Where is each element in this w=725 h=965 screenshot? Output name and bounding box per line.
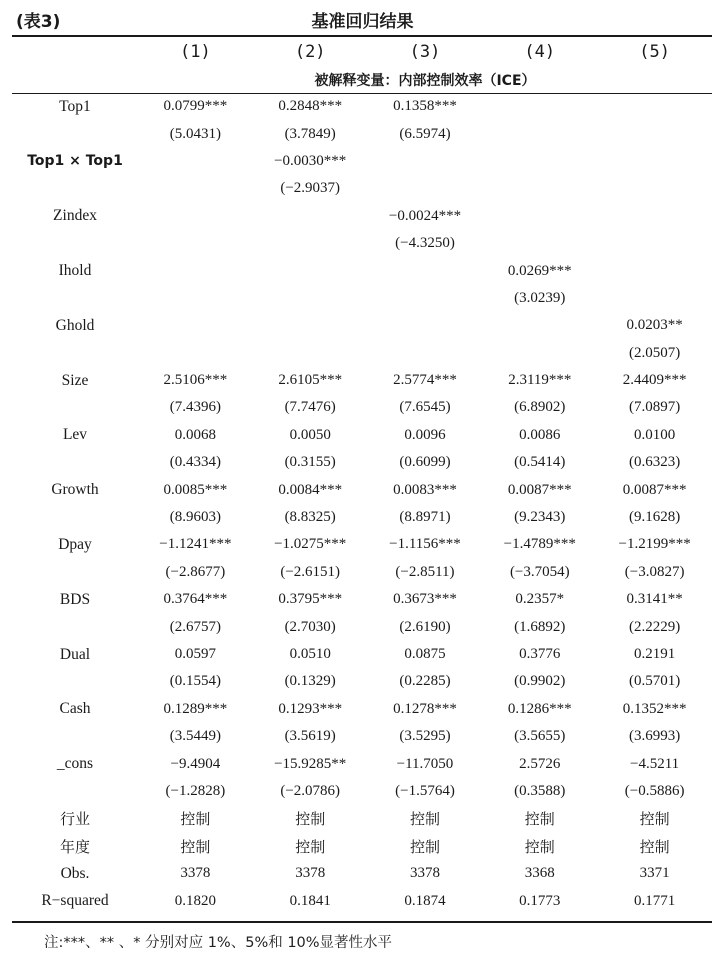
t-stat-cell: (−3.0827)	[624, 563, 685, 580]
coefficient-row	[12, 750, 712, 777]
t-stat-row	[12, 230, 712, 257]
coefficient-cell	[597, 148, 712, 175]
row-label: 年度	[59, 837, 90, 856]
coefficient-cell: 0.1289***	[163, 700, 228, 717]
coefficient-cell: 0.2191	[633, 646, 676, 662]
row-label: Size	[61, 371, 89, 389]
t-stat-cell: (−2.9037)	[280, 180, 341, 197]
row-label: Obs.	[60, 864, 90, 882]
t-stat-cell: (3.5619)	[284, 728, 336, 745]
row-label: Growth	[51, 481, 99, 499]
t-stat-cell: (0.5414)	[514, 454, 566, 471]
t-stat-cell: (2.6757)	[169, 618, 222, 635]
coefficient-row	[12, 422, 712, 449]
row-label-empty	[12, 230, 138, 257]
coefficient-cell: −0.0024***	[388, 207, 462, 224]
bottom-rule	[12, 921, 712, 923]
stat-cell: 0.1820	[174, 892, 217, 909]
t-stat-cell: (8.9603)	[169, 509, 222, 526]
control-cell: 控制	[639, 837, 670, 856]
t-stat-cell: (8.8325)	[284, 509, 336, 526]
coefficient-cell: 0.0203**	[626, 317, 683, 334]
column-header: (5)	[639, 42, 670, 62]
row-label: R−squared	[41, 892, 109, 910]
t-stat-row	[12, 778, 712, 805]
coefficient-cell: 0.1286***	[507, 700, 572, 717]
coefficient-cell: 2.5726	[519, 755, 561, 772]
coefficient-cell: 2.3119***	[508, 372, 572, 389]
t-stat-cell: (3.6993)	[628, 728, 681, 745]
coefficient-cell	[138, 312, 253, 339]
t-stat-cell	[368, 285, 483, 312]
coefficient-cell: 0.3776	[519, 646, 561, 662]
row-label-empty	[12, 394, 138, 421]
coefficient-cell	[597, 93, 712, 120]
coefficient-cell: 0.1352***	[622, 700, 687, 717]
coefficient-cell: −11.7050	[396, 755, 454, 772]
table-title: 基准回归结果	[311, 12, 414, 32]
t-stat-cell: (−4.3250)	[395, 235, 455, 252]
coefficient-cell	[482, 203, 597, 230]
t-stat-cell: (2.6190)	[399, 618, 451, 635]
t-stat-cell: (9.1628)	[628, 509, 681, 526]
control-row	[12, 833, 712, 860]
t-stat-cell: (3.0239)	[514, 289, 566, 306]
t-stat-cell	[253, 285, 368, 312]
coefficient-cell	[253, 257, 368, 284]
coefficient-row	[12, 257, 712, 284]
coefficient-cell	[138, 148, 253, 175]
t-stat-cell: (0.1554)	[169, 673, 222, 690]
dependent-variable-row	[12, 66, 712, 93]
t-stat-cell	[253, 340, 368, 367]
coefficient-row	[12, 586, 712, 613]
row-label: _cons	[56, 755, 94, 773]
stat-cell: 3378	[409, 865, 440, 882]
coefficient-row	[12, 148, 712, 175]
coefficient-cell: 0.3795***	[278, 591, 343, 608]
table-caption	[0, 7, 725, 33]
row-label: Ihold	[58, 262, 92, 280]
coefficient-cell	[597, 257, 712, 284]
stat-cell: 0.1771	[633, 892, 676, 909]
row-label-empty	[12, 613, 138, 640]
t-stat-cell: (2.2229)	[628, 618, 681, 635]
stat-cell: 3371	[639, 865, 670, 882]
control-row	[12, 805, 712, 832]
coefficient-cell: 0.1358***	[393, 98, 457, 115]
coefficient-cell	[138, 203, 253, 230]
row-label: Dpay	[58, 535, 92, 553]
regression-table-body	[12, 38, 712, 915]
t-stat-cell: (9.2343)	[514, 509, 566, 526]
coefficient-cell: 0.0086	[519, 426, 561, 443]
t-stat-row	[12, 449, 712, 476]
table-label: (表3)	[16, 12, 61, 32]
t-stat-cell: (−1.2828)	[165, 782, 226, 799]
coefficient-cell: 0.0068	[174, 426, 217, 443]
coefficient-cell	[138, 257, 253, 284]
coefficient-cell: 0.0083***	[393, 481, 457, 498]
coefficient-cell: −1.2199***	[618, 536, 691, 553]
coefficient-cell	[368, 148, 483, 175]
coefficient-cell: −9.4904	[170, 755, 221, 772]
row-label-empty	[12, 340, 138, 367]
t-stat-cell: (0.3155)	[284, 454, 336, 471]
coefficient-cell: 2.5774***	[393, 372, 457, 389]
coefficient-cell: 0.0799***	[163, 98, 228, 115]
t-stat-cell: (−0.5886)	[624, 782, 685, 799]
coefficient-row	[12, 641, 712, 668]
top-rule	[12, 35, 712, 37]
coefficient-row	[12, 93, 712, 120]
coefficient-cell: 0.0050	[289, 426, 331, 443]
control-cell: 控制	[639, 810, 670, 829]
t-stat-cell: (7.0897)	[628, 399, 681, 416]
coefficient-cell: 0.2357*	[515, 591, 565, 608]
coefficient-cell: 0.0100	[633, 426, 676, 443]
t-stat-cell	[482, 340, 597, 367]
t-stat-row	[12, 723, 712, 750]
control-cell: 控制	[295, 837, 326, 856]
coefficient-cell: 0.0597	[174, 646, 217, 662]
t-stat-cell: (−2.8677)	[165, 563, 226, 580]
row-label-empty	[12, 723, 138, 750]
coefficient-cell: 0.1278***	[393, 700, 457, 717]
row-label-empty	[12, 175, 138, 202]
t-stat-row	[12, 668, 712, 695]
coefficient-cell: 0.0087***	[622, 481, 687, 498]
t-stat-cell	[368, 340, 483, 367]
t-stat-cell	[138, 175, 253, 202]
column-header: (3)	[409, 42, 441, 62]
coefficient-cell	[597, 203, 712, 230]
t-stat-cell: (3.5655)	[514, 728, 566, 745]
coefficient-cell: −1.1156***	[389, 536, 461, 553]
t-stat-cell: (−2.0786)	[280, 782, 341, 799]
control-cell: 控制	[409, 837, 440, 856]
t-stat-cell: (−3.7054)	[509, 563, 570, 580]
coefficient-cell: −1.0275***	[274, 536, 347, 553]
table-note: 注:***、** 、* 分别对应 1%、5%和 10%显著性水平	[44, 935, 393, 951]
t-stat-cell: (0.4334)	[169, 454, 222, 471]
t-stat-cell: (0.2285)	[399, 673, 451, 690]
coefficient-cell: −1.4789***	[503, 536, 576, 553]
t-stat-cell	[138, 340, 253, 367]
t-stat-cell	[482, 175, 597, 202]
coefficient-cell: −0.0030***	[274, 152, 347, 169]
coefficient-row	[12, 531, 712, 558]
coefficient-cell: 0.0510	[289, 646, 331, 662]
t-stat-cell: (3.7849)	[284, 125, 336, 142]
t-stat-cell: (−2.6151)	[280, 563, 341, 580]
row-label: Cash	[59, 700, 91, 718]
t-stat-row	[12, 613, 712, 640]
coefficient-cell	[253, 203, 368, 230]
coefficient-cell	[482, 148, 597, 175]
coefficient-cell: −1.1241***	[159, 536, 232, 553]
t-stat-row	[12, 120, 712, 147]
t-stat-cell: (0.5701)	[628, 673, 681, 690]
t-stat-cell	[597, 285, 712, 312]
column-header: (1)	[180, 42, 211, 62]
stat-cell: 3378	[180, 865, 211, 882]
t-stat-cell	[482, 120, 597, 147]
coefficient-cell: 0.0096	[404, 426, 446, 443]
stat-cell: 0.1874	[404, 892, 446, 909]
coefficient-cell: 0.0269***	[507, 262, 572, 279]
row-label: Top1 × Top1	[27, 153, 123, 170]
stat-cell: 0.1841	[289, 892, 331, 909]
t-stat-cell: (3.5449)	[169, 728, 222, 745]
coefficient-cell: −15.9285**	[274, 755, 347, 772]
row-label-empty	[12, 504, 138, 531]
stat-cell: 3368	[524, 865, 555, 882]
row-label: Dual	[59, 645, 91, 663]
t-stat-cell: (6.5974)	[399, 125, 451, 142]
t-stat-cell	[253, 230, 368, 257]
row-label-empty	[12, 668, 138, 695]
stat-cell: 3378	[295, 865, 326, 882]
t-stat-cell: (1.6892)	[514, 618, 566, 635]
control-cell: 控制	[180, 837, 211, 856]
t-stat-cell: (6.8902)	[514, 399, 566, 416]
regression-table	[12, 38, 712, 915]
row-label-empty	[12, 778, 138, 805]
row-label: Ghold	[55, 316, 95, 334]
t-stat-cell: (0.9902)	[514, 673, 566, 690]
t-stat-cell	[597, 230, 712, 257]
coefficient-cell: 2.5106***	[163, 372, 228, 389]
control-cell: 控制	[524, 810, 555, 829]
stat-row	[12, 860, 712, 887]
t-stat-cell: (7.7476)	[284, 399, 336, 416]
column-header: (4)	[524, 42, 556, 62]
coefficient-cell	[368, 312, 483, 339]
row-label-empty	[12, 449, 138, 476]
row-label-empty	[12, 285, 138, 312]
t-stat-cell: (8.8971)	[399, 509, 451, 526]
coefficient-cell: 0.0085***	[163, 481, 228, 498]
t-stat-cell: (0.3588)	[514, 782, 566, 799]
coefficient-cell	[482, 312, 597, 339]
t-stat-cell: (−2.8511)	[395, 563, 455, 580]
t-stat-cell: (0.6323)	[628, 454, 681, 471]
column-header	[12, 38, 138, 66]
coefficient-cell: 0.1293***	[278, 700, 343, 717]
row-label: 行业	[59, 810, 90, 829]
t-stat-cell	[482, 230, 597, 257]
t-stat-cell	[597, 175, 712, 202]
row-label-empty	[12, 120, 138, 147]
coefficient-row	[12, 203, 712, 230]
t-stat-cell: (5.0431)	[169, 125, 222, 142]
row-label: Zindex	[53, 207, 97, 225]
coefficient-cell: 0.0087***	[507, 481, 572, 498]
row-label: BDS	[59, 590, 91, 608]
coefficient-cell: 0.3141**	[626, 591, 683, 608]
stat-row	[12, 887, 712, 914]
t-stat-row	[12, 285, 712, 312]
row-label-empty	[12, 559, 138, 586]
coefficient-cell: −4.5211	[630, 755, 680, 772]
coefficient-row	[12, 312, 712, 339]
dependent-variable-label: 被解释变量：内部控制效率（ICE）	[314, 72, 536, 89]
t-stat-cell: (0.1329)	[284, 673, 336, 690]
coefficient-cell	[482, 93, 597, 120]
t-stat-cell: (2.7030)	[284, 618, 336, 635]
coefficient-cell: 0.2848***	[278, 98, 343, 115]
t-stat-cell: (7.6545)	[399, 399, 451, 416]
t-stat-cell: (−1.5764)	[395, 782, 455, 799]
coefficient-cell: 2.6105***	[278, 372, 343, 389]
t-stat-cell	[138, 285, 253, 312]
coefficient-row	[12, 476, 712, 503]
t-stat-cell: (3.5295)	[399, 728, 451, 745]
t-stat-cell: (0.6099)	[399, 454, 451, 471]
coefficient-row	[12, 696, 712, 723]
t-stat-cell: (2.0507)	[628, 344, 681, 361]
column-header-row	[12, 38, 712, 66]
coefficient-cell: 0.3764***	[163, 591, 228, 608]
t-stat-row	[12, 175, 712, 202]
t-stat-cell	[368, 175, 483, 202]
t-stat-cell: (7.4396)	[169, 399, 222, 416]
row-label: Top1	[59, 97, 91, 115]
coefficient-row	[12, 367, 712, 394]
stat-cell: 0.1773	[519, 892, 561, 909]
t-stat-row	[12, 559, 712, 586]
t-stat-row	[12, 394, 712, 421]
control-cell: 控制	[409, 810, 440, 829]
t-stat-cell	[597, 120, 712, 147]
column-header: (2)	[294, 42, 326, 62]
coefficient-cell: 0.0875	[404, 646, 446, 662]
t-stat-cell	[138, 230, 253, 257]
row-label: Lev	[62, 426, 88, 444]
control-cell: 控制	[180, 810, 211, 829]
coefficient-cell: 2.4409***	[622, 372, 687, 389]
coefficient-cell: 0.0084***	[278, 481, 343, 498]
t-stat-row	[12, 340, 712, 367]
control-cell: 控制	[524, 837, 555, 856]
control-cell: 控制	[295, 810, 326, 829]
coefficient-cell	[253, 312, 368, 339]
coefficient-cell	[368, 257, 483, 284]
coefficient-cell: 0.3673***	[393, 591, 457, 608]
t-stat-row	[12, 504, 712, 531]
